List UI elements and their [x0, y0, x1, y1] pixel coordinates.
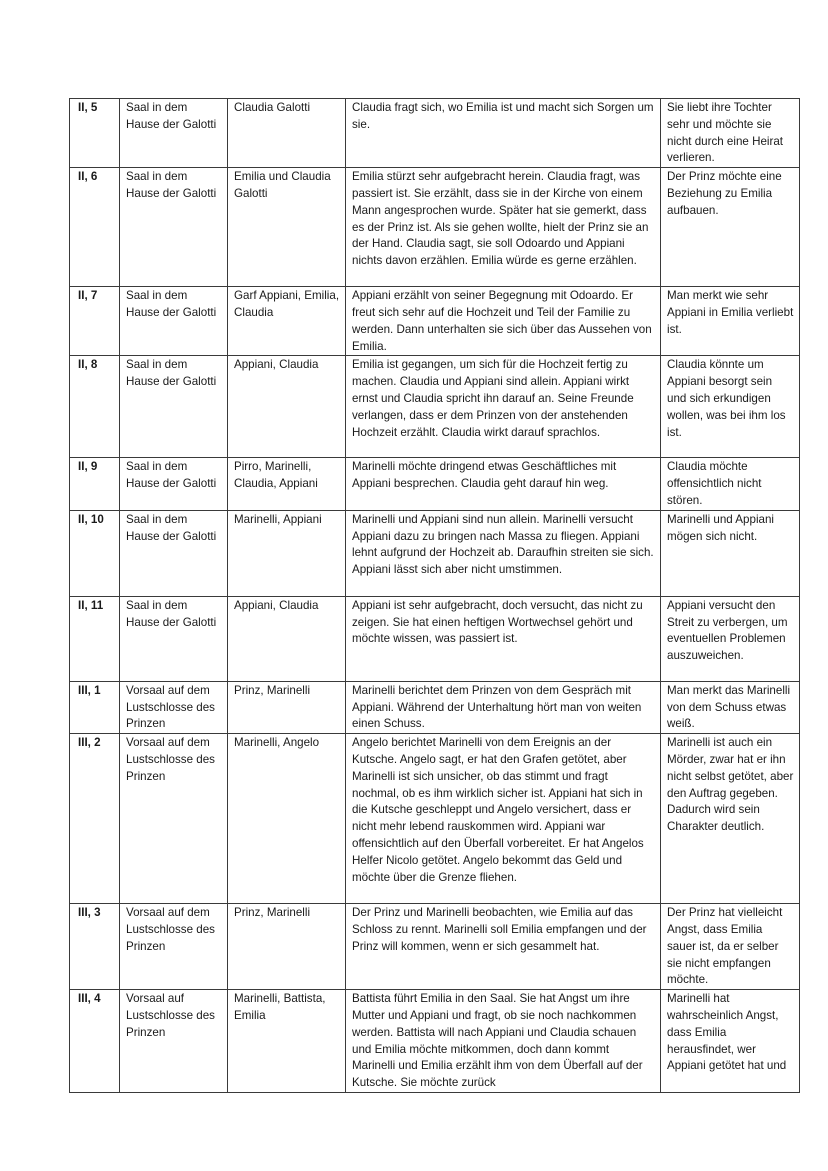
scene-comment: Marinelli hat wahrscheinlich Angst, dass Emilia herausfindet, wer Appiani getötet hat und [661, 990, 800, 1093]
scene-number: III, 4 [70, 990, 120, 1093]
table-row [70, 904, 800, 990]
scene-number: II, 9 [70, 458, 120, 510]
scene-content: Battista führt Emilia in den Saal. Sie hat Angst um ihre Mutter und Appiani und fragt, ob sie noch nachkommen werden. Battista will nach Appiani und Claudia schauen und Emilia möchte mitkommen, doch dann kommt Marinelli und Emilia erzählt ihm von dem Überfall auf der Kutsche. Sie möchte zurück [346, 990, 661, 1093]
scene-content: Angelo berichtet Marinelli von dem Ereignis an der Kutsche. Angelo sagt, er hat den Grafen getötet, aber Marinelli ist sich unsicher, ob das stimmt und fragt nochmal, ob es ihm wirklich sicher ist. Appiani hat sich in die Kutsche geschleppt und Angelo versichert, dass er nicht mehr lebend rauskommen wird. Appiani war offensichtlich auf den Überfall vorbereitet. Er hat Angelos Helfer Nicolo getötet. Angelo bekommt das Geld und möchte über die Grenze fliehen. [346, 734, 661, 904]
table-row [70, 99, 800, 168]
table-row [70, 596, 800, 681]
table-row [70, 681, 800, 733]
scene-number: II, 6 [70, 168, 120, 287]
scene-location: Saal in dem Hause der Galotti [120, 596, 228, 681]
scene-number: III, 2 [70, 734, 120, 904]
scene-comment: Man merkt wie sehr Appiani in Emilia verliebt ist. [661, 287, 800, 356]
scene-content: Claudia fragt sich, wo Emilia ist und macht sich Sorgen um sie. [346, 99, 661, 168]
scene-characters: Claudia Galotti [228, 99, 346, 168]
scene-characters: Appiani, Claudia [228, 356, 346, 458]
table-row [70, 287, 800, 356]
scene-comment: Marinelli und Appiani mögen sich nicht. [661, 510, 800, 596]
scene-content: Emilia stürzt sehr aufgebracht herein. Claudia fragt, was passiert ist. Sie erzählt, dass sie in der Kirche von einem Mann angesprochen wurde. Später hat sie gemerkt, dass es der Prinz ist. Als sie gehen wollte, hielt der Prinz sie an der Hand. Claudia sagt, sie soll Odoardo und Appiani nichts davon erzählen. Emilia würde es gerne erzählen. [346, 168, 661, 287]
scene-characters: Marinelli, Angelo [228, 734, 346, 904]
scene-comment: Appiani versucht den Streit zu verbergen, um eventuellen Problemen auszuweichen. [661, 596, 800, 681]
table-row [70, 990, 800, 1093]
scene-location: Vorsaal auf dem Lustschlosse des Prinzen [120, 734, 228, 904]
scene-comment: Der Prinz möchte eine Beziehung zu Emilia aufbauen. [661, 168, 800, 287]
table-row [70, 510, 800, 596]
document-page [69, 98, 799, 1093]
table-row [70, 458, 800, 510]
scene-comment: Der Prinz hat vielleicht Angst, dass Emilia sauer ist, da er selber sie nicht empfangen möchte. [661, 904, 800, 990]
scene-location: Vorsaal auf dem Lustschlosse des Prinzen [120, 681, 228, 733]
table-row [70, 734, 800, 904]
scene-characters: Emilia und Claudia Galotti [228, 168, 346, 287]
scene-location: Saal in dem Hause der Galotti [120, 287, 228, 356]
scene-number: II, 10 [70, 510, 120, 596]
scene-content: Marinelli möchte dringend etwas Geschäftliches mit Appiani besprechen. Claudia geht darauf hin weg. [346, 458, 661, 510]
scene-number: II, 11 [70, 596, 120, 681]
scene-number: II, 7 [70, 287, 120, 356]
scene-location: Saal in dem Hause der Galotti [120, 168, 228, 287]
scene-number: II, 5 [70, 99, 120, 168]
scene-characters: Garf Appiani, Emilia, Claudia [228, 287, 346, 356]
scene-content: Emilia ist gegangen, um sich für die Hochzeit fertig zu machen. Claudia und Appiani sind allein. Appiani wirkt ernst und Claudia spricht ihn darauf an. Seine Freunde verlangen, dass er dem Prinzen von der anstehenden Hochzeit erzählt. Claudia wirkt darauf sprachlos. [346, 356, 661, 458]
scene-location: Vorsaal auf Lustschlosse des Prinzen [120, 990, 228, 1093]
scene-content: Appiani ist sehr aufgebracht, doch versucht, das nicht zu zeigen. Sie hat einen heftigen Wortwechsel gehört und möchte wissen, was passiert ist. [346, 596, 661, 681]
scene-characters: Marinelli, Battista, Emilia [228, 990, 346, 1093]
scene-comment: Claudia möchte offensichtlich nicht stören. [661, 458, 800, 510]
scene-overview-table [69, 98, 800, 1093]
scene-comment: Marinelli ist auch ein Mörder, zwar hat er ihn nicht selbst getötet, aber den Auftrag gegeben. Dadurch wird sein Charakter deutlich. [661, 734, 800, 904]
scene-characters: Prinz, Marinelli [228, 681, 346, 733]
table-row [70, 356, 800, 458]
scene-content: Appiani erzählt von seiner Begegnung mit Odoardo. Er freut sich sehr auf die Hochzeit und Teil der Familie zu werden. Dann unterhalten sie sich über das Aussehen von Emilia. [346, 287, 661, 356]
scene-content: Der Prinz und Marinelli beobachten, wie Emilia auf das Schloss zu rennt. Marinelli soll Emilia empfangen und der Prinz will kommen, wenn er sich gesammelt hat. [346, 904, 661, 990]
scene-number: III, 1 [70, 681, 120, 733]
scene-location: Saal in dem Hause der Galotti [120, 458, 228, 510]
scene-location: Saal in dem Hause der Galotti [120, 356, 228, 458]
scene-comment: Sie liebt ihre Tochter sehr und möchte sie nicht durch eine Heirat verlieren. [661, 99, 800, 168]
scene-characters: Pirro, Marinelli, Claudia, Appiani [228, 458, 346, 510]
scene-location: Saal in dem Hause der Galotti [120, 99, 228, 168]
scene-location: Vorsaal auf dem Lustschlosse des Prinzen [120, 904, 228, 990]
scene-content: Marinelli und Appiani sind nun allein. Marinelli versucht Appiani dazu zu bringen nach Massa zu fliegen. Appiani lehnt aufgrund der Hochzeit ab. Daraufhin streiten sie sich. Appiani lässt sich aber nicht umstimmen. [346, 510, 661, 596]
scene-characters: Prinz, Marinelli [228, 904, 346, 990]
scene-content: Marinelli berichtet dem Prinzen von dem Gespräch mit Appiani. Während der Unterhaltung hört man von weiten einen Schuss. [346, 681, 661, 733]
scene-characters: Marinelli, Appiani [228, 510, 346, 596]
scene-location: Saal in dem Hause der Galotti [120, 510, 228, 596]
scene-number: III, 3 [70, 904, 120, 990]
scene-comment: Claudia könnte um Appiani besorgt sein und sich erkundigen wollen, was bei ihm los ist. [661, 356, 800, 458]
scene-comment: Man merkt das Marinelli von dem Schuss etwas weiß. [661, 681, 800, 733]
scene-characters: Appiani, Claudia [228, 596, 346, 681]
table-row [70, 168, 800, 287]
scene-number: II, 8 [70, 356, 120, 458]
